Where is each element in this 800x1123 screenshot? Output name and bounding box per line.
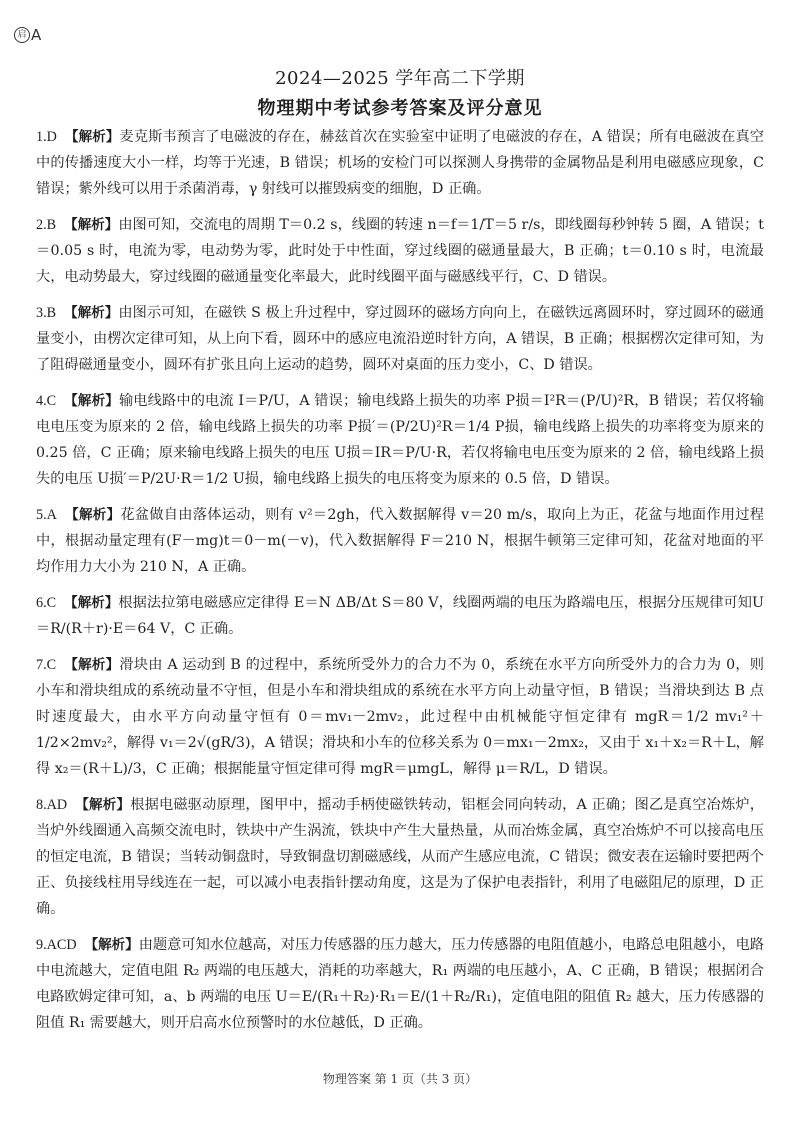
answer-number: 3.B xyxy=(36,305,57,321)
answer-text: 根据法拉第电磁感应定律得 E＝N ΔB/Δt S＝80 V，线圈两端的电压为路端电压，根据分压规律可知U＝R/(R＋r)·E＝64 V，C 正确。 xyxy=(36,595,765,637)
page-subtitle: 物理期中考试参考答案及评分意见 xyxy=(257,98,543,119)
page-footer: 物理答案 第 1 页（共 3 页） xyxy=(322,1072,478,1086)
answer-item-7 xyxy=(36,652,764,782)
answer-text: 滑块由 A 运动到 B 的过程中，系统所受外力的合力不为 0，系统在水平方向所受外力的合力为 0，则小车和滑块组成的系统动量不守恒，但是小车和滑块组成的系统在水平方向上动量守恒，B 错误；当滑块到达 B 点时速度最大，由水平方向动量守恒有 0＝mv₁－2mv₂，此过程中由机械能守恒定律有 mgR＝1/2 mv₁²＋1/2×2mv₂²，解得 v₁＝2√(gR/3)，A 错误；滑块和小车的位移关系为 0＝mx₁－2mx₂，又由于 x₁＋x₂＝R＋L，解得 x₂＝(R＋L)/3，C 正确；根据能量守恒定律可得 mgR＝μmgL，解得 μ＝R/L，D 错误。 xyxy=(36,657,764,777)
answer-text: 由图可知，交流电的周期 T＝0.2 s，线圈的转速 n＝f＝1/T＝5 r/s，即线圈每秒钟转 5 圈，A 错误；t＝0.05 s 时，电流为零，电动势为零，此时处于中性面，穿过线圈的磁通量最大，B 正确；t＝0.10 s 时，电流最大，电动势最大，穿过线圈的磁通量变化率最大，此时线圈平面与磁感线平行，C、D 错误。 xyxy=(36,217,764,285)
analysis-tag: 【解析】 xyxy=(64,507,121,523)
corner-mark xyxy=(14,26,41,44)
answer-item-4 xyxy=(36,388,764,492)
answer-text: 根据电磁驱动原理，图甲中，摇动手柄使磁铁转动，铝框会同向转动，A 正确；图乙是真空冶炼炉，当炉外线圈通入高频交流电时，铁块中产生涡流，铁块中产生大量热量，从而冶炼金属，真空冶炼炉不可以接高电压的恒定电流，B 错误；当转动铜盘时，导致铜盘切割磁感线，从而产生感应电流，C 错误；微安表在运输时要把两个正、负接线柱用导线连在一起，可以减小电表指针摆动角度，这是为了保护电表指针，利用了电磁阻尼的原理，D 正确。 xyxy=(36,797,764,917)
answer-text: 花盆做自由落体运动，则有 v²＝2gh，代入数据解得 v＝20 m/s，取向上为正，花盆与地面作用过程中，根据动量定理有(F－mg)t＝0－m(－v)，代入数据解得 F＝210 N，根据牛顿第三定律可知，花盆对地面的平均作用力大小为 210 N，A 正确。 xyxy=(36,507,764,575)
analysis-tag: 【解析】 xyxy=(64,217,119,233)
analysis-tag: 【解析】 xyxy=(64,595,119,611)
answer-number: 6.C xyxy=(36,595,57,611)
circled-mark: 启 xyxy=(14,27,30,43)
analysis-tag: 【解析】 xyxy=(64,305,119,321)
analysis-tag: 【解析】 xyxy=(64,393,119,409)
answer-text: 由题意可知水位越高，对压力传感器的压力越大，压力传感器的电阻值越小，电路总电阻越小，电路中电流越大，定值电阻 R₂ 两端的电压越大，消耗的功率越大，R₁ 两端的电压越小，A、C 正确，B 错误；根据闭合电路欧姆定律可知，a、b 两端的电压 U＝E/(R₁＋R₂)·R₁＝E/(1＋R₂/R₁)，定值电阻的阻值 R₂ 越大，压力传感器的阻值 R₁ 需要越大，则开启高水位预警时的水位越低，D 正确。 xyxy=(36,937,764,1031)
page-title: 2024—2025 学年高二下学期 xyxy=(275,68,525,89)
answer-text: 输电线路中的电流 I＝P/U，A 错误；输电线路上损失的功率 P损＝I²R＝(P/U)²R，B 错误；若仅将输电电压变为原来的 2 倍，输电线路上损失的功率 P损′＝(P/2U)²R＝1/4 P损，输电线路上损失的功率将变为原来的 0.25 倍，C 正确；原来输电线路上损失的电压 U损＝IR＝P/U·R，若仅将输电电压变为原来的 2 倍，输电线路上损失的电压 U损′＝P/2U·R＝1/2 U损，输电线路上损失的电压将变为原来的 0.5 倍，D 错误。 xyxy=(36,393,765,487)
answer-number: 5.A xyxy=(36,507,57,523)
answer-item-1 xyxy=(36,124,764,202)
answer-list xyxy=(36,124,764,1046)
answer-item-3 xyxy=(36,300,764,378)
answer-number: 4.C xyxy=(36,393,57,409)
analysis-tag: 【解析】 xyxy=(64,129,120,145)
answer-number: 7.C xyxy=(36,657,57,673)
answer-number: 2.B xyxy=(36,217,57,233)
answer-text: 麦克斯韦预言了电磁波的存在，赫兹首次在实验室中证明了电磁波的存在，A 错误；所有电磁波在真空中的传播速度大小一样，均等于光速，B 错误；机场的安检门可以探测人身携带的金属物品是利用电磁感应现象，C 错误；紫外线可以用于杀菌消毒，γ 射线可以摧毁病变的细胞，D 正确。 xyxy=(36,129,764,197)
answer-item-9 xyxy=(36,932,764,1036)
answer-item-5 xyxy=(36,502,764,580)
analysis-tag: 【解析】 xyxy=(75,797,131,813)
analysis-tag: 【解析】 xyxy=(64,657,120,673)
answer-text: 由图示可知，在磁铁 S 极上升过程中，穿过圆环的磁场方向向上，在磁铁远离圆环时，穿过圆环的磁通量变小，由楞次定律可知，从上向下看，圆环中的感应电流沿逆时针方向，A 错误，B 正确；根据楞次定律可知，为了阻碍磁通量变小，圆环有扩张且向上运动的趋势，圆环对桌面的压力变小，C、D 错误。 xyxy=(36,305,765,373)
answer-number: 9.ACD xyxy=(36,937,77,953)
answer-item-8 xyxy=(36,792,764,922)
version-letter: A xyxy=(31,26,42,44)
answer-item-2 xyxy=(36,212,764,290)
analysis-tag: 【解析】 xyxy=(84,937,139,953)
answer-number: 1.D xyxy=(36,129,57,145)
answer-item-6 xyxy=(36,590,764,642)
answer-number: 8.AD xyxy=(36,797,68,813)
